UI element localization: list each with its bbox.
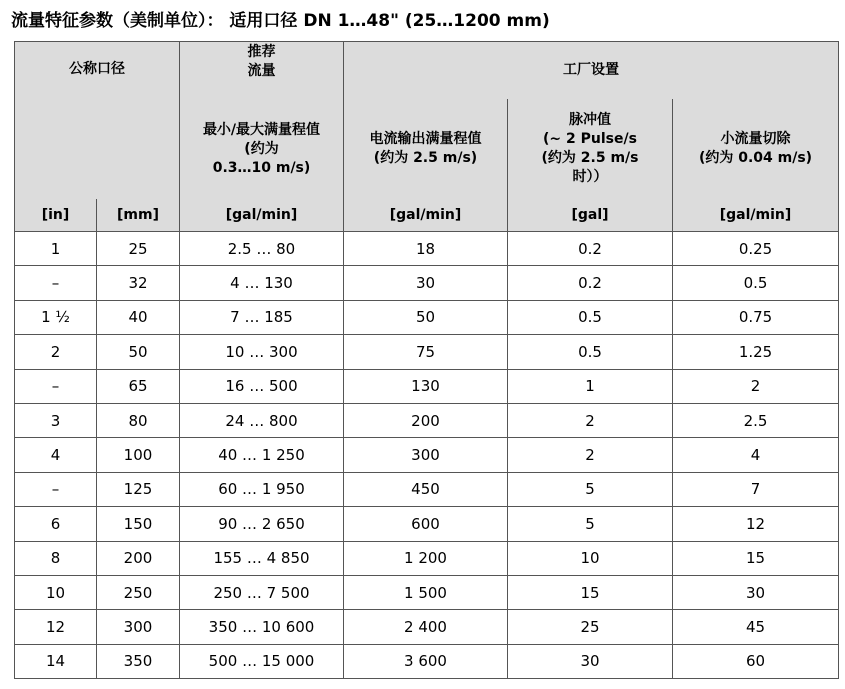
current-output-line-2: (约为 2.5 m/s) bbox=[373, 150, 478, 166]
cell-pulse-value: 15 bbox=[508, 575, 673, 609]
cell-low-flow-cutoff: 12 bbox=[673, 507, 839, 541]
pulse-line-2: (~ 2 Pulse/s bbox=[543, 131, 637, 147]
table-row bbox=[15, 232, 839, 266]
cell-flow-range: 350 … 10 600 bbox=[180, 610, 344, 644]
cell-mm: 250 bbox=[97, 575, 180, 609]
recommended-flow-line-1: 推荐 bbox=[247, 44, 276, 60]
unit-low-flow: [gal/min] bbox=[673, 199, 839, 232]
cell-low-flow-cutoff: 2.5 bbox=[673, 403, 839, 437]
cell-pulse-value: 0.5 bbox=[508, 335, 673, 369]
header-current-output bbox=[344, 99, 508, 199]
cell-mm: 200 bbox=[97, 541, 180, 575]
min-max-line-3: 0.3…10 m/s) bbox=[212, 159, 311, 176]
min-max-line-2: (约为 bbox=[244, 140, 279, 157]
cell-low-flow-cutoff: 7 bbox=[673, 472, 839, 506]
nominal-diameter-label: 公称口径 bbox=[69, 61, 125, 77]
cell-mm: 80 bbox=[97, 403, 180, 437]
cell-mm: 25 bbox=[97, 232, 180, 266]
cell-pulse-value: 1 bbox=[508, 369, 673, 403]
table-body bbox=[15, 232, 839, 679]
cell-current-output: 2 400 bbox=[344, 610, 508, 644]
pulse-line-3: (约为 2.5 m/s bbox=[541, 150, 639, 166]
cell-flow-range: 2.5 … 80 bbox=[180, 232, 344, 266]
cell-low-flow-cutoff: 60 bbox=[673, 644, 839, 678]
header-recommended-flow bbox=[180, 42, 344, 100]
cell-in: 3 bbox=[15, 403, 97, 437]
cell-mm: 100 bbox=[97, 438, 180, 472]
cell-flow-range: 7 … 185 bbox=[180, 300, 344, 334]
cell-in: 2 bbox=[15, 335, 97, 369]
min-max-line-1: 最小/最大满量程值 bbox=[202, 121, 321, 138]
cell-in: 8 bbox=[15, 541, 97, 575]
cell-pulse-value: 2 bbox=[508, 403, 673, 437]
header-min-max-range bbox=[180, 99, 344, 199]
cell-flow-range: 10 … 300 bbox=[180, 335, 344, 369]
cell-in: 6 bbox=[15, 507, 97, 541]
cell-flow-range: 60 … 1 950 bbox=[180, 472, 344, 506]
cell-current-output: 300 bbox=[344, 438, 508, 472]
table-row bbox=[15, 438, 839, 472]
cell-low-flow-cutoff: 0.25 bbox=[673, 232, 839, 266]
cell-mm: 50 bbox=[97, 335, 180, 369]
cell-in: 1 ½ bbox=[15, 300, 97, 334]
cell-pulse-value: 0.2 bbox=[508, 266, 673, 300]
unit-mm: [mm] bbox=[97, 199, 180, 232]
cell-current-output: 18 bbox=[344, 232, 508, 266]
table-row bbox=[15, 472, 839, 506]
cell-low-flow-cutoff: 30 bbox=[673, 575, 839, 609]
table-row bbox=[15, 369, 839, 403]
table-row bbox=[15, 507, 839, 541]
flow-characteristics-table bbox=[14, 41, 839, 679]
cell-low-flow-cutoff: 0.5 bbox=[673, 266, 839, 300]
table-header bbox=[15, 42, 839, 232]
cell-pulse-value: 0.5 bbox=[508, 300, 673, 334]
cell-current-output: 130 bbox=[344, 369, 508, 403]
table-caption: 流量特征参数（美制单位）： 适用口径 DN 1…48" (25…1200 mm) bbox=[11, 11, 550, 31]
cell-flow-range: 40 … 1 250 bbox=[180, 438, 344, 472]
cell-low-flow-cutoff: 45 bbox=[673, 610, 839, 644]
cell-pulse-value: 30 bbox=[508, 644, 673, 678]
table-row bbox=[15, 300, 839, 334]
table-row bbox=[15, 644, 839, 678]
cell-low-flow-cutoff: 15 bbox=[673, 541, 839, 575]
pulse-line-4: 时）） bbox=[572, 169, 608, 185]
table-row bbox=[15, 541, 839, 575]
cell-mm: 40 bbox=[97, 300, 180, 334]
cell-flow-range: 500 … 15 000 bbox=[180, 644, 344, 678]
cell-mm: 300 bbox=[97, 610, 180, 644]
cell-flow-range: 24 … 800 bbox=[180, 403, 344, 437]
cell-mm: 350 bbox=[97, 644, 180, 678]
cell-low-flow-cutoff: 2 bbox=[673, 369, 839, 403]
cell-pulse-value: 5 bbox=[508, 507, 673, 541]
cell-pulse-value: 25 bbox=[508, 610, 673, 644]
cell-in: 14 bbox=[15, 644, 97, 678]
unit-in: [in] bbox=[15, 199, 97, 232]
unit-flow-range: [gal/min] bbox=[180, 199, 344, 232]
cell-flow-range: 250 … 7 500 bbox=[180, 575, 344, 609]
cell-in: 10 bbox=[15, 575, 97, 609]
cell-pulse-value: 0.2 bbox=[508, 232, 673, 266]
table-row bbox=[15, 403, 839, 437]
cell-low-flow-cutoff: 0.75 bbox=[673, 300, 839, 334]
cell-flow-range: 90 … 2 650 bbox=[180, 507, 344, 541]
cell-current-output: 200 bbox=[344, 403, 508, 437]
cell-flow-range: 16 … 500 bbox=[180, 369, 344, 403]
cell-flow-range: 4 … 130 bbox=[180, 266, 344, 300]
header-pulse-value bbox=[508, 99, 673, 199]
cell-in: 12 bbox=[15, 610, 97, 644]
cell-pulse-value: 10 bbox=[508, 541, 673, 575]
unit-pulse: [gal] bbox=[508, 199, 673, 232]
cell-low-flow-cutoff: 4 bbox=[673, 438, 839, 472]
cell-current-output: 1 200 bbox=[344, 541, 508, 575]
cell-current-output: 3 600 bbox=[344, 644, 508, 678]
low-flow-line-1: 小流量切除 bbox=[720, 131, 791, 147]
cell-mm: 32 bbox=[97, 266, 180, 300]
cell-in: – bbox=[15, 266, 97, 300]
cell-current-output: 450 bbox=[344, 472, 508, 506]
cell-mm: 65 bbox=[97, 369, 180, 403]
cell-current-output: 600 bbox=[344, 507, 508, 541]
table-row bbox=[15, 575, 839, 609]
cell-mm: 150 bbox=[97, 507, 180, 541]
table-row bbox=[15, 335, 839, 369]
cell-current-output: 30 bbox=[344, 266, 508, 300]
current-output-line-1: 电流输出满量程值 bbox=[369, 131, 482, 147]
cell-flow-range: 155 … 4 850 bbox=[180, 541, 344, 575]
table-row bbox=[15, 266, 839, 300]
header-nominal-diameter bbox=[15, 42, 180, 200]
cell-in: 1 bbox=[15, 232, 97, 266]
low-flow-line-2: (约为 0.04 m/s) bbox=[698, 150, 813, 166]
cell-current-output: 75 bbox=[344, 335, 508, 369]
cell-in: – bbox=[15, 472, 97, 506]
recommended-flow-line-2: 流量 bbox=[247, 63, 276, 79]
cell-current-output: 1 500 bbox=[344, 575, 508, 609]
factory-settings-label: 工厂设置 bbox=[563, 62, 620, 78]
cell-pulse-value: 2 bbox=[508, 438, 673, 472]
cell-in: – bbox=[15, 369, 97, 403]
cell-mm: 125 bbox=[97, 472, 180, 506]
header-factory-settings bbox=[344, 42, 839, 100]
unit-current-output: [gal/min] bbox=[344, 199, 508, 232]
cell-low-flow-cutoff: 1.25 bbox=[673, 335, 839, 369]
cell-in: 4 bbox=[15, 438, 97, 472]
header-low-flow-cutoff bbox=[673, 99, 839, 199]
cell-pulse-value: 5 bbox=[508, 472, 673, 506]
pulse-line-1: 脉冲值 bbox=[569, 112, 611, 128]
table-row bbox=[15, 610, 839, 644]
cell-current-output: 50 bbox=[344, 300, 508, 334]
